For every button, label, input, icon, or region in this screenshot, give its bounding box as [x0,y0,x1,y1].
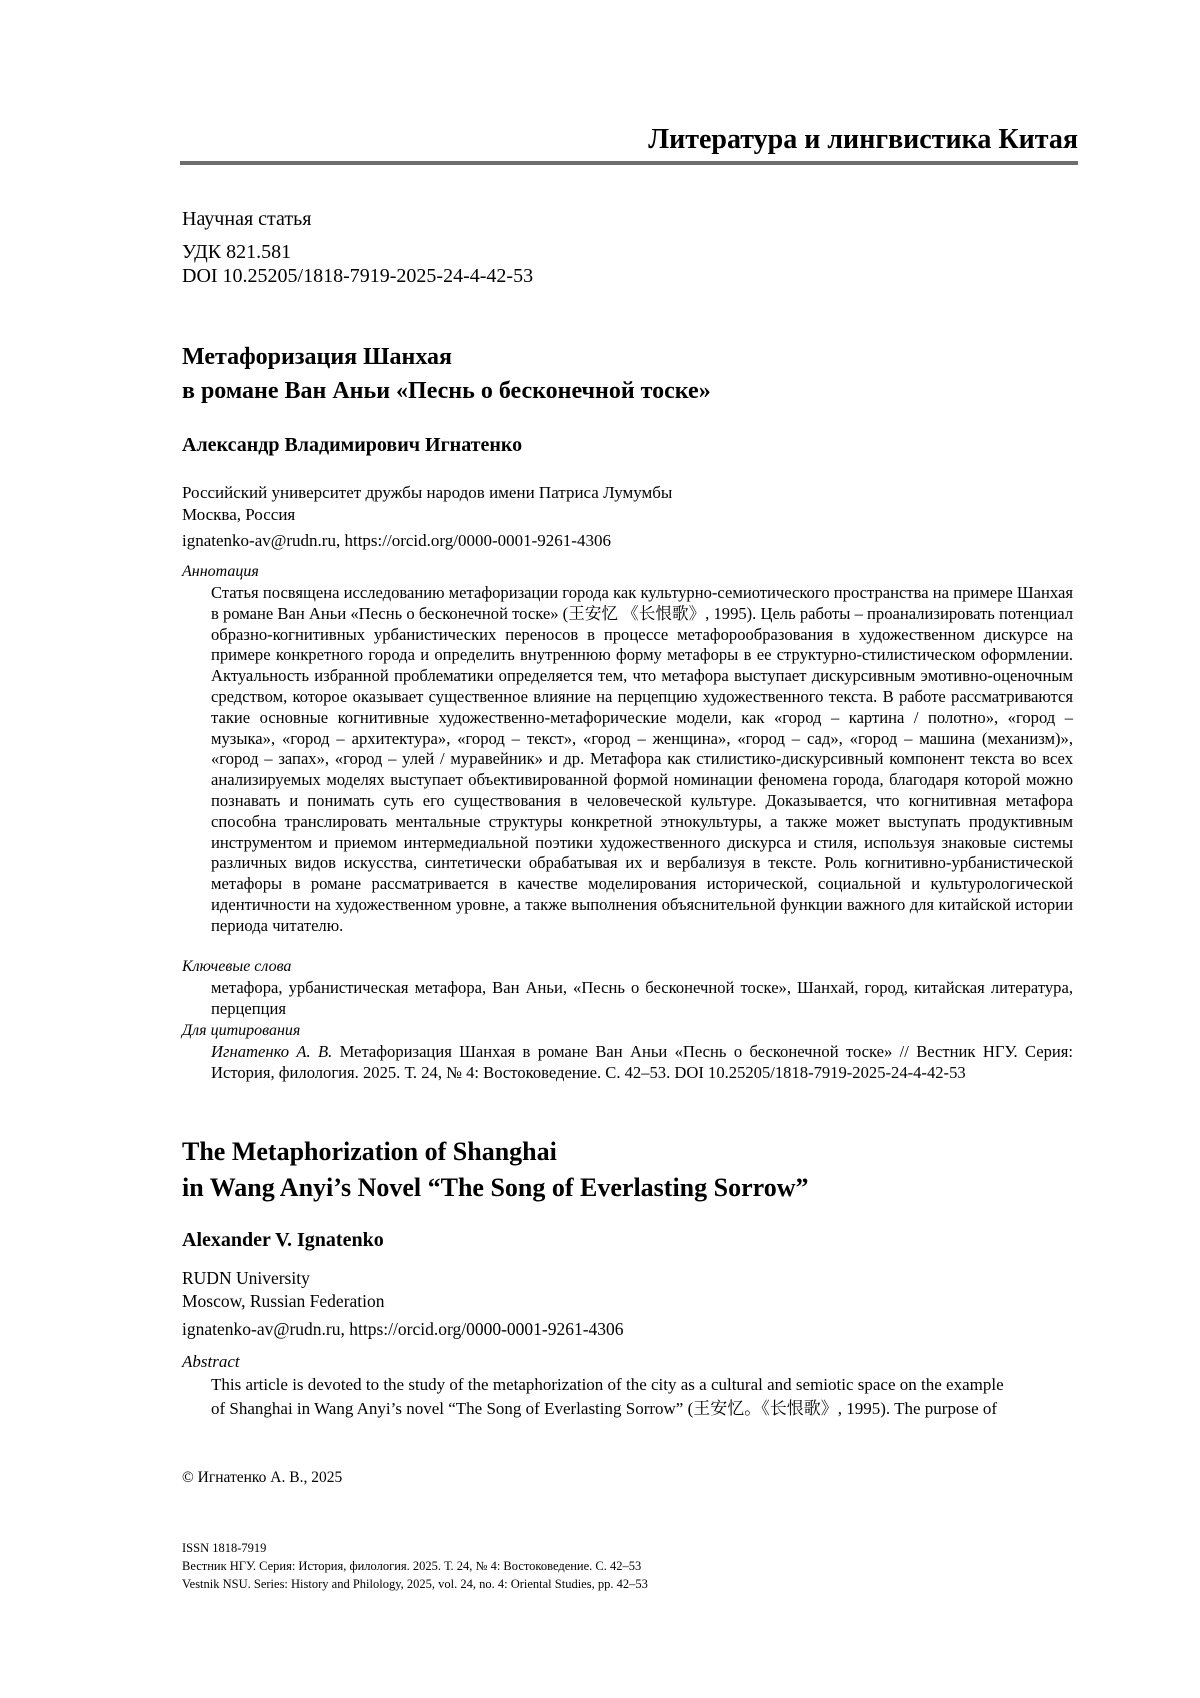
affiliation-ru-line1: Российский университет дружбы народов имени Патриса Лумумбы [182,483,673,502]
abstract-label-en: Abstract [182,1352,240,1371]
footer-issn: ISSN 1818-7919 [182,1541,267,1555]
article-type: Научная статья [182,208,312,230]
affiliation-ru [182,482,672,526]
footer-journal-en: Vestnik NSU. Series: History and Philology, 2025, vol. 24, no. 4: Oriental Studies, pp. 42–53 [182,1577,648,1591]
affiliation-ru-line2: Москва, Россия [182,505,296,524]
title-ru-line1: Метафоризация Шанхая [182,344,452,370]
abstract-en-line2: of Shanghai in Wang Anyi’s novel “The Song of Everlasting Sorrow” (王安忆。《长恨歌》, 1995). The purpose of [211,1399,998,1418]
title-en-line1: The Metaphorization of Shanghai [182,1137,557,1166]
affiliation-en-line1: RUDN University [182,1268,310,1288]
abstract-en-line1: This article is devoted to the study of the metaphorization of the city as a cultural and semiotic space on the example [211,1375,1004,1394]
footer-journal-ru: Вестник НГУ. Серия: История, филология. 2025. Т. 24, № 4: Востоковедение. С. 42–53 [182,1559,642,1573]
copyright-notice: © Игнатенко А. В., 2025 [182,1469,343,1486]
affiliation-en [182,1267,385,1313]
doi[interactable]: DOI 10.25205/1818-7919-2025-24-4-42-53 [182,265,534,287]
article-title-ru [182,340,1062,408]
abstract-text-en [211,1373,1073,1421]
citation-author: Игнатенко А. В. [211,1042,333,1061]
abstract-text-ru: Статья посвящена исследованию метафоризации города как культурно-семиотического пространства на примере Шанхая в романе Ван Аньи «Песнь о бесконечной тоске» (王安忆 《长恨歌》, 1995). Цель работы – проанализировать потенциал образно-когнитивных урбанистических переносов в процессе метафорообразования в художественном дискурсе на примере конкретного города и определить внутреннюю форму метафоры в ее структурно-стилистическом оформлении. Актуальность избранной проблематики определяется тем, что метафора выступает дискурсивным эмотивно-оценочным средством, которое оказывает существенное влияние на перцепцию художественного текста. В работе рассматриваются такие основные когнитивные художественно-метафорические модели, как «город – картина / полотно», «город – музыка», «город – архитектура», «город – текст», «город – женщина», «город – сад», «город – машина (механизм)», «город – запах», «город – улей / муравейник» и др. Метафора как стилистико-дискурсивный компонент текста во всех анализируемых моделях выступает объективированной формой номинации феномена города, благодаря которой можно познавать и понимать суть его существования в человеческой культуре. Доказывается, что когнитивная метафора способна транслировать ментальные структуры конкретной этнокультуры, а также может выступать продуктивным инструментом и приемом интермедиальной поэтики художественного дискурса и стиля, используя знаковые системы различных видов искусства, синтетически обрабатывая их и вербализуя в тексте. Роль когнитивно-урбанистической метафоры в романе рассматривается в качестве моделирования исторической, социальной и культурологической идентичности на художественном уровне, а также выполнения объяснительной функции важного для китайской истории периода читателю. [211,583,1073,935]
header-divider [180,161,1078,165]
keywords-text-ru: метафора, урбанистическая метафора, Ван Аньи, «Песнь о бесконечной тоске», Шанхай, город, китайская литература, перцепция [211,978,1073,1018]
section-header: Литература и лингвистика Китая [648,124,1078,155]
abstract-label-ru: Аннотация [182,563,259,580]
author-name-en: Alexander V. Ignatenko [182,1229,384,1251]
citation-label-ru: Для цитирования [182,1022,301,1039]
udc-code: УДК 821.581 [182,241,292,263]
article-title-en [182,1134,1082,1206]
title-en-line2: in Wang Anyi’s Novel “The Song of Everlasting Sorrow” [182,1173,809,1202]
citation-text: Метафоризация Шанхая в романе Ван Аньи «Песнь о бесконечной тоске» // Вестник НГУ. Серия: История, филология. 2025. Т. 24, № 4: Востоковедение. С. 42–53. DOI 10.25205/1818-7919-2025-24-4-42-53 [211,1042,1073,1082]
author-name-ru: Александр Владимирович Игнатенко [182,434,523,456]
contacts-ru[interactable]: ignatenko-av@rudn.ru, https://orcid.org/0000-0001-9261-4306 [182,531,611,550]
contacts-en[interactable]: ignatenko-av@rudn.ru, https://orcid.org/0000-0001-9261-4306 [182,1319,624,1339]
title-ru-line2: в романе Ван Аньи «Песнь о бесконечной тоске» [182,378,711,404]
keywords-label-ru: Ключевые слова [182,958,292,975]
affiliation-en-line2: Moscow, Russian Federation [182,1291,385,1311]
citation-ru [211,1042,1073,1084]
journal-footer [182,1539,648,1593]
